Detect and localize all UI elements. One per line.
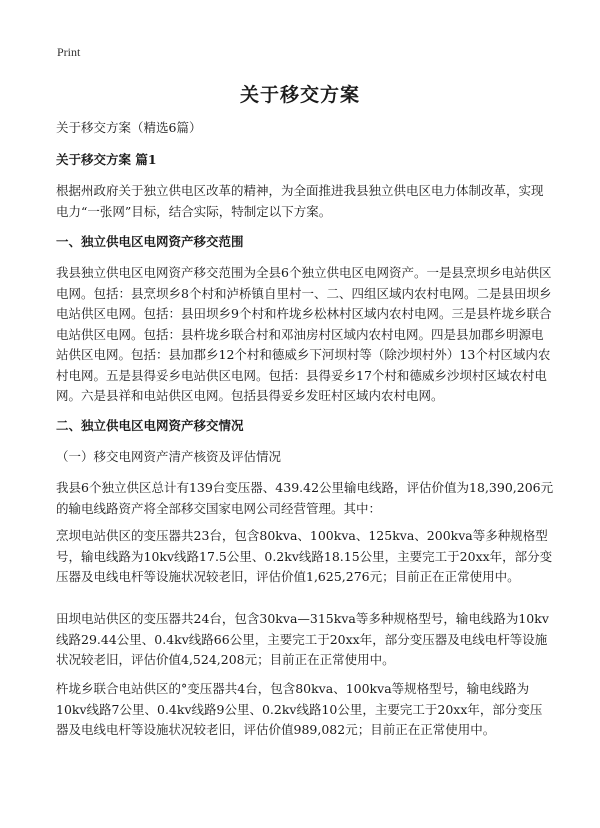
pengba-paragraph: 烹坝电站供区的变压器共23台，包含80kva、100kva、125kva、200kva等多种规格型号，输电线路为10kv线路17.5公里、0.2kv线路18.15公里，主要完工于20xx年，部分变压器及电线电杆等设施状况较老旧，评估价值1,625,276元；目前正在正常使用中。	[56, 528, 553, 584]
tianba-paragraph: 田坝电站供区的变压器共24台，包含30kva—315kva等多种规格型号，输电线路为10kv线路29.44公里、0.4kv线路66公里，主要完工于20xx年，部分变压器及电线电杆等设施状况较老旧，评估价值4,524,208元；目前正在正常使用中。	[56, 611, 549, 667]
summary-paragraph: 我县6个独立供区总计有139台变压器、439.42公里输电线路，评估价值为18,390,206元的输电线路资产将全部移交国家电网公司经营管理。其中：	[56, 480, 554, 516]
article-heading: 关于移交方案 篇1	[56, 152, 157, 167]
subsection-1-heading: （一）移交电网资产清产核资及评估情况	[56, 449, 282, 464]
intro-paragraph: 根据州政府关于独立供电区改革的精神，为全面推进我县独立供电区电力体制改革，实现电力“一张网”目标，结合实际，特制定以下方案。	[56, 183, 544, 219]
section-1-body: 我县独立供电区电网资产移交范围为全县6个独立供电区电网资产。一是县烹坝乡电站供区电网。包括：县烹坝乡8个村和泸桥镇自里村一、二、四组区域内农村电网。二是县田坝乡电站供区电网。包括：县田坝乡9个村和杵垅乡松林村区域内农村电网。三是县杵垅乡联合电站供区电网。包括：县杵垅乡联合村和邓油房村区域内农村电网。四是县加郡乡明源电站供区电网。包括：县加郡乡12个村和德威乡下河坝村等（除沙坝村外）13个村区域内农村电网。五是县得妥乡电站供区电网。包括：县得妥乡17个村和德威乡沙坝村区域农村电网。六是县祥和电站供区电网。包括县得妥乡发旺村区域内农村电网。	[56, 265, 552, 403]
document-subtitle: 关于移交方案（精选6篇）	[56, 120, 202, 135]
section-2-heading: 二、独立供电区电网资产移交情况	[56, 418, 244, 433]
print-link[interactable]: Print	[57, 45, 81, 59]
document-title: 关于移交方案	[239, 84, 360, 106]
chulong-paragraph: 杵垅乡联合电站供区的°变压器共4台，包含80kva、100kva等规格型号，输电线路为10kv线路7公里、0.4kv线路9公里、0.2kv线路10公里，主要完工于20xx年，部分变压器及电线电杆等设施状况较老旧，评估价值989,082元；目前正在正常使用中。	[56, 681, 543, 737]
section-1-heading: 一、独立供电区电网资产移交范围	[56, 234, 244, 249]
